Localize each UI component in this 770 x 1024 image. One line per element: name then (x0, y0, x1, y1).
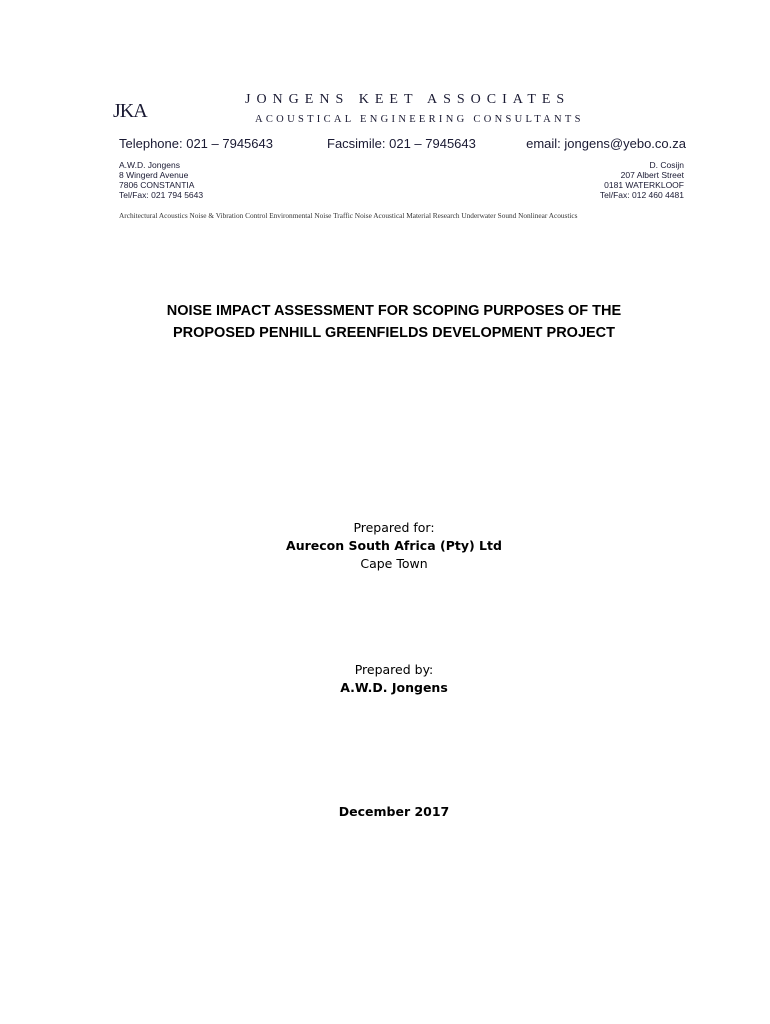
right-address-line: Tel/Fax: 012 460 4481 (599, 190, 684, 200)
prepared-for-block (0, 519, 770, 573)
email-address: email: jongens@yebo.co.za (526, 136, 686, 151)
report-title-line: PROPOSED PENHILL GREENFIELDS DEVELOPMENT PROJECT (172, 325, 616, 341)
right-address-line: 207 Albert Street (620, 170, 684, 180)
left-address-line: 8 Wingerd Avenue (119, 170, 189, 180)
right-address (600, 160, 684, 200)
firm-name: JONGENS KEET ASSOCIATES (245, 92, 571, 107)
prepared-by-block (0, 661, 770, 697)
right-address-line: D. Cosijn (649, 160, 684, 170)
left-address-line: 7806 CONSTANTIA (119, 180, 195, 190)
client-city: Cape Town (360, 556, 428, 571)
left-address-line: A.W.D. Jongens (119, 160, 180, 170)
firm-tagline: ACOUSTICAL ENGINEERING CONSULTANTS (255, 114, 584, 125)
telephone: Telephone: 021 – 7945643 (119, 136, 273, 151)
services-list: Architectural Acoustics Noise & Vibration Control Environmental Noise Traffic Noise Acoustical Material Research Underwater Sound Nonlinear Acoustics (119, 211, 578, 220)
report-title-line: NOISE IMPACT ASSESSMENT FOR SCOPING PURPOSES OF THE (166, 303, 622, 319)
client-name: Aurecon South Africa (Pty) Ltd (286, 538, 502, 553)
author-name: A.W.D. Jongens (340, 680, 448, 695)
facsimile: Facsimile: 021 – 7945643 (327, 136, 476, 151)
left-address (119, 160, 203, 200)
report-date: December 2017 (338, 804, 450, 819)
left-address-line: Tel/Fax: 021 794 5643 (119, 190, 204, 200)
prepared-by-label: Prepared by: (354, 662, 434, 677)
report-title (0, 300, 770, 344)
company-logo: JKA (113, 100, 147, 122)
prepared-for-label: Prepared for: (353, 520, 435, 535)
right-address-line: 0181 WATERKLOOF (604, 180, 684, 190)
